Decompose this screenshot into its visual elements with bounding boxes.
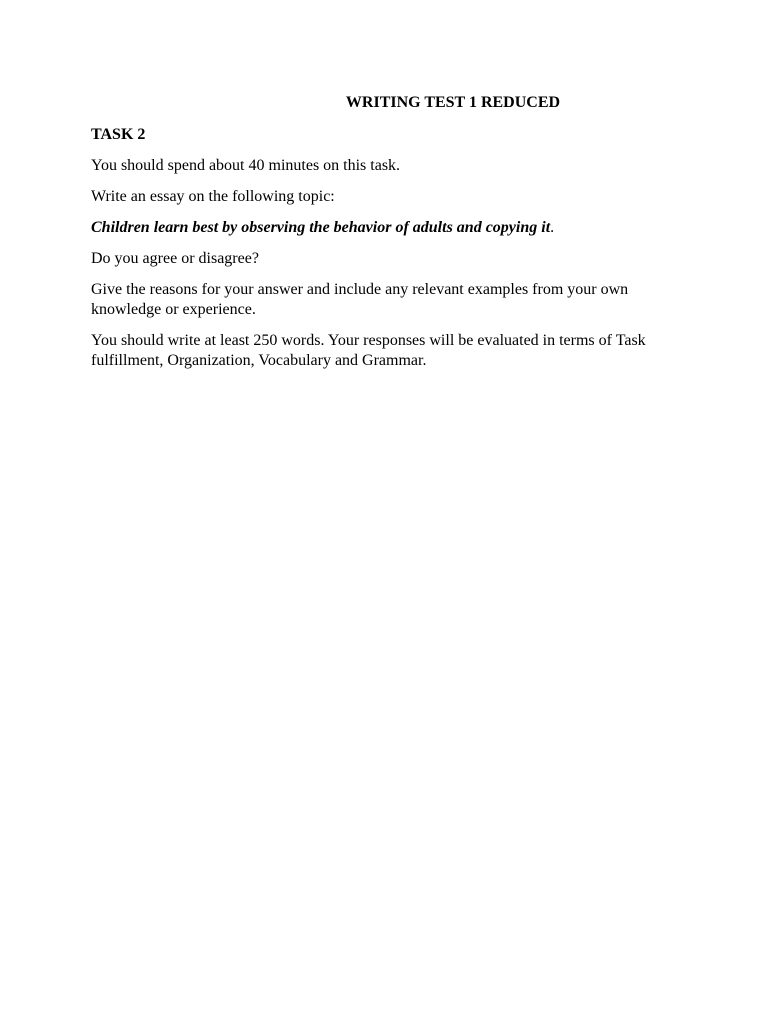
reasons-instruction: Give the reasons for your answer and include any relevant examples from your own knowledge or experience.	[91, 281, 629, 318]
document-title: WRITING TEST 1 REDUCED	[345, 94, 561, 111]
essay-topic-period: .	[550, 219, 555, 236]
essay-topic-line	[91, 218, 681, 238]
time-instruction: You should spend about 40 minutes on this task.	[91, 157, 401, 174]
essay-instruction: Write an essay on the following topic:	[91, 188, 335, 205]
task-heading: TASK 2	[91, 126, 146, 143]
question-text: Do you agree or disagree?	[91, 250, 259, 267]
document-body	[91, 92, 681, 382]
word-requirement: You should write at least 250 words. Your responses will be evaluated in terms of Task fulfillment, Organization, Vocabulary and Grammar.	[91, 332, 646, 369]
essay-topic: Children learn best by observing the behavior of adults and copying it	[91, 219, 551, 236]
